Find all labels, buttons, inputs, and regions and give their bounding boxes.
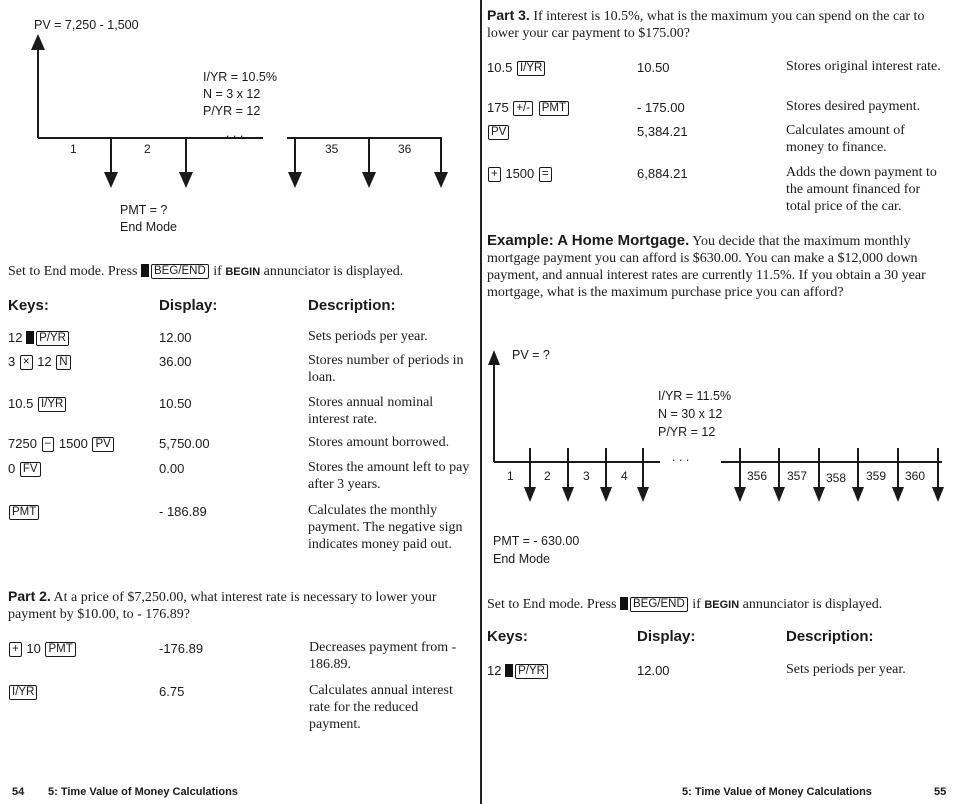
key-sequence: + 1500 = [487, 166, 553, 182]
example-title: Example: A Home Mortgage. [487, 232, 690, 249]
pyr-key: P/YR [515, 664, 548, 679]
key-sequence: 7250 − 1500 PV [8, 436, 115, 452]
set-mode-text: Set to End mode. Press [8, 264, 138, 279]
display-header: Display: [637, 628, 696, 645]
period-label: 360 [905, 469, 926, 483]
change-sign-key: +/- [513, 101, 533, 116]
key-sequence: + 10 PMT [8, 641, 77, 657]
shift-key-icon [505, 664, 513, 677]
description: Calculates annual interest rate for the reduced payment. [309, 683, 453, 732]
period-label: 1 [507, 469, 514, 483]
n-key: N [56, 355, 70, 370]
description: Stores desired payment. [786, 99, 921, 114]
display-value: 36.00 [159, 354, 192, 369]
multiply-key: × [20, 355, 33, 370]
ellipsis: . . . [672, 450, 690, 464]
description: Sets periods per year. [786, 662, 906, 677]
description: Decreases payment from - 186.89. [309, 640, 457, 672]
pyr-key: P/YR [36, 331, 69, 346]
display-header: Display: [159, 297, 218, 314]
display-value: 5,750.00 [159, 436, 210, 451]
iyr-label: I/YR = 11.5% [658, 389, 732, 403]
period-label: 4 [621, 469, 628, 483]
pv-key: PV [488, 125, 509, 140]
description: Adds the down payment to the amount financed for total price of the car. [786, 165, 937, 214]
pv-label: PV = ? [512, 348, 550, 362]
iyr-label: I/YR = 10.5% [203, 70, 277, 84]
set-mode-text: if [692, 597, 701, 612]
period-label: 36 [398, 142, 412, 156]
n-label: N = 30 x 12 [658, 407, 723, 421]
part-2-question: Part 2. At a price of $7,250.00, what interest rate is necessary to lower your payment by $10.00, to - 176.89? [8, 588, 437, 622]
pmt-key: PMT [539, 101, 569, 116]
shift-key-icon [26, 331, 34, 344]
key-sequence: 0 FV [8, 461, 42, 477]
description-header: Description: [786, 628, 874, 645]
period-label: 3 [583, 469, 590, 483]
part-3-question: Part 3. If interest is 10.5%, what is the maximum you can spend on the car to lower your car payment to $175.00? [487, 7, 925, 41]
key-sequence: 175 +/- PMT [487, 100, 570, 116]
period-label: 356 [747, 469, 768, 483]
display-value: -176.89 [159, 641, 204, 656]
footer-page-number: 55 [934, 786, 947, 798]
key-sequence [8, 684, 38, 700]
description: Sets periods per year. [308, 329, 428, 344]
period-label: 35 [325, 142, 339, 156]
period-label: 1 [70, 142, 77, 156]
set-mode-instruction [487, 596, 952, 614]
mode-label: End Mode [120, 220, 177, 234]
period-label: 359 [866, 469, 887, 483]
description: Calculates the monthly payment. The negative sign indicates money paid out. [308, 503, 463, 552]
display-value: - 186.89 [159, 504, 207, 519]
display-value: 5,384.21 [637, 124, 688, 139]
pyr-label: P/YR = 12 [203, 104, 261, 118]
beg-end-key: BEG/END [151, 264, 209, 279]
pyr-label: P/YR = 12 [658, 425, 716, 439]
equals-key: = [539, 167, 552, 182]
description: Stores the amount left to pay after 3 years. [308, 460, 470, 492]
plus-key: + [9, 642, 22, 657]
display-value: - 175.00 [637, 100, 685, 115]
footer-page-number: 54 [12, 786, 25, 798]
description: Calculates amount of money to finance. [786, 123, 905, 155]
footer-chapter-title: 5: Time Value of Money Calculations [48, 786, 238, 798]
mode-label: End Mode [493, 552, 550, 566]
cash-flow-diagram-1-graphic [0, 0, 481, 240]
period-label: 2 [544, 469, 551, 483]
example-paragraph: Example: A Home Mortgage. You decide that the maximum monthly mortgage payment you can afford is $630.00. You can make a $12,000 down payment, and annual interest rates are currently 11.5%. If you obtain a 30 year mortgage, what is the maximum purchase price you can afford? [487, 232, 926, 300]
cash-flow-diagram-2-graphic [482, 330, 954, 530]
n-label: N = 3 x 12 [203, 87, 261, 101]
minus-key: − [42, 437, 55, 452]
keys-header: Keys: [487, 628, 528, 645]
iyr-key: I/YR [9, 685, 37, 700]
display-value: 0.00 [159, 461, 185, 476]
begin-annunciator: BEGIN [225, 266, 261, 278]
description: Stores annual nominal interest rate. [308, 395, 434, 427]
key-sequence: 12 P/YR [8, 330, 70, 346]
key-sequence: 10.5 I/YR [487, 60, 546, 76]
display-value: 10.50 [637, 60, 670, 75]
period-label: 2 [144, 142, 151, 156]
display-value: 12.00 [637, 663, 670, 678]
keys-header: Keys: [8, 297, 49, 314]
part-2-label: Part 2. [8, 588, 51, 604]
ellipsis: . . . [226, 126, 244, 140]
shift-key-icon [141, 264, 149, 277]
plus-key: + [488, 167, 501, 182]
display-value: 6,884.21 [637, 166, 688, 181]
iyr-key: I/YR [517, 61, 545, 76]
description: Stores original interest rate. [786, 59, 941, 74]
period-label: 358 [826, 471, 847, 485]
description: Stores amount borrowed. [308, 435, 450, 450]
pmt-key: PMT [9, 505, 39, 520]
beg-end-key: BEG/END [630, 597, 688, 612]
pv-key: PV [92, 437, 113, 452]
display-value: 10.50 [159, 396, 192, 411]
shift-key-icon [620, 597, 628, 610]
set-mode-text: Set to End mode. Press [487, 597, 617, 612]
iyr-key: I/YR [38, 397, 66, 412]
description-header: Description: [308, 297, 396, 314]
display-value: 6.75 [159, 684, 185, 699]
set-mode-text: annunciator is displayed. [263, 264, 404, 279]
pmt-key: PMT [45, 642, 75, 657]
display-value: 12.00 [159, 330, 192, 345]
right-page [482, 0, 954, 804]
key-sequence: 3 × 12 N [8, 354, 72, 370]
set-mode-text: annunciator is displayed. [742, 597, 883, 612]
pmt-label: PMT = ? [120, 203, 168, 217]
part-3-label: Part 3. [487, 7, 530, 23]
set-mode-text: if [213, 264, 222, 279]
key-sequence: 12 P/YR [487, 663, 549, 679]
set-mode-instruction [8, 263, 478, 281]
description: Stores number of periods in loan. [308, 353, 464, 385]
pmt-label: PMT = - 630.00 [493, 534, 580, 548]
footer-chapter-title: 5: Time Value of Money Calculations [682, 786, 872, 798]
begin-annunciator: BEGIN [704, 599, 740, 611]
key-sequence [8, 504, 40, 520]
pv-label: PV = 7,250 - 1,500 [34, 18, 139, 32]
period-label: 357 [787, 469, 808, 483]
key-sequence [487, 124, 510, 140]
fv-key: FV [20, 462, 41, 477]
key-sequence: 10.5 I/YR [8, 396, 67, 412]
